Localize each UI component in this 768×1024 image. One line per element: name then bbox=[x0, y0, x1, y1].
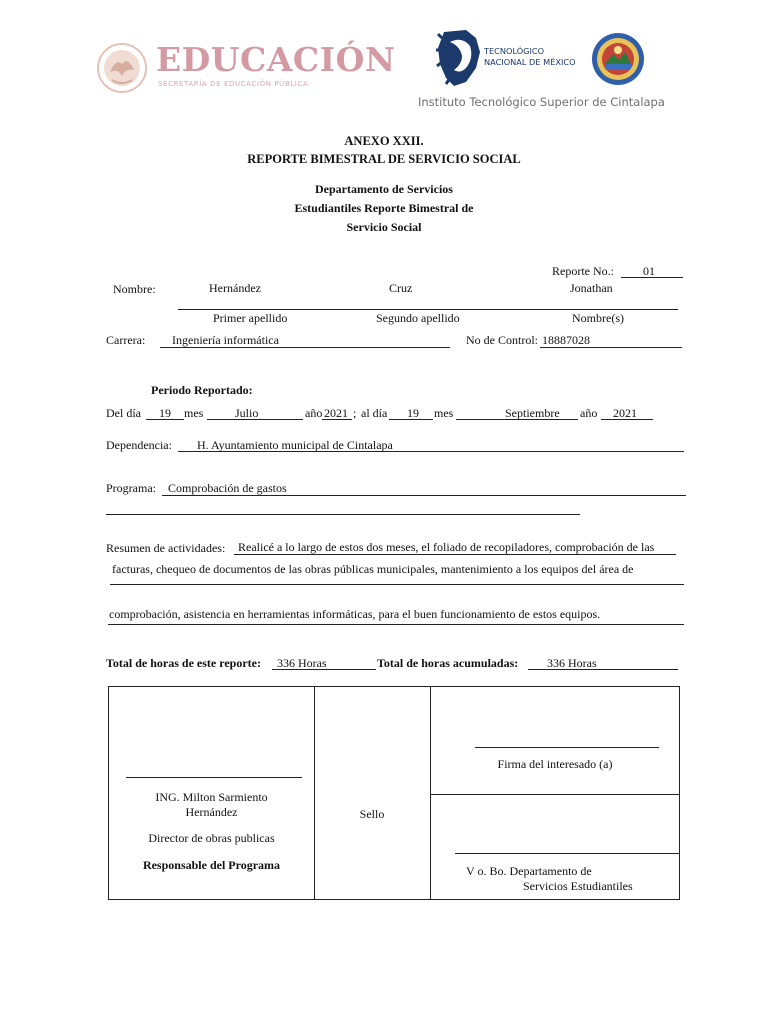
sep-wordmark: EDUCACIÓN bbox=[156, 40, 396, 79]
stamp-label: Sello bbox=[359, 807, 385, 821]
manager-name-2: Hernández bbox=[185, 805, 238, 819]
report-title: REPORTE BIMESTRAL DE SERVICIO SOCIAL bbox=[247, 152, 521, 166]
dependency-line bbox=[178, 451, 684, 452]
manager-role: Responsable del Programa bbox=[142, 858, 281, 872]
institute-seal-icon bbox=[591, 32, 645, 86]
summary-line-3: comprobación, asistencia en herramientas informáticas, para el buen funcionamiento de estos equipos. bbox=[109, 607, 601, 621]
summary-line-1: Realicé a lo largo de estos dos meses, el foliado de recopiladores, comprobación de las bbox=[238, 540, 655, 554]
table-divider-1 bbox=[314, 687, 315, 899]
to-day-value: 19 bbox=[407, 406, 419, 420]
to-year-value: 2021 bbox=[613, 406, 637, 420]
tecnm-line-1: TECNOLÓGICO bbox=[484, 46, 545, 56]
tecnm-logo bbox=[436, 28, 576, 92]
acc-hours-label: Total de horas acumuladas: bbox=[377, 656, 519, 670]
applicant-caption: Firma del interesado (a) bbox=[497, 757, 613, 771]
career-line bbox=[160, 347, 450, 348]
eagle-emblem-icon bbox=[96, 42, 148, 94]
to-month-label: mes bbox=[434, 406, 454, 420]
from-month-label: mes bbox=[184, 406, 204, 420]
summary-line-2: facturas, chequeo de documentos de las obras públicas municipales, mantenimiento a los equipos del área de bbox=[112, 562, 634, 576]
from-year-label: año bbox=[305, 406, 323, 420]
to-month-line bbox=[456, 419, 578, 420]
sep-subtitle: SECRETARÍA DE EDUCACIÓN PÚBLICA bbox=[158, 80, 309, 88]
to-year-line bbox=[601, 419, 653, 420]
dept-title-line-3: Servicio Social bbox=[346, 220, 422, 234]
to-year-label: año bbox=[580, 406, 598, 420]
report-no-label: Reporte No.: bbox=[552, 264, 614, 278]
dependency-value: H. Ayuntamiento municipal de Cintalapa bbox=[197, 438, 393, 452]
summary-underline-3 bbox=[108, 624, 684, 625]
career-value: Ingeniería informática bbox=[172, 333, 279, 347]
second-surname: Cruz bbox=[389, 281, 413, 295]
sep-logo bbox=[96, 38, 396, 96]
summary-underline-2 bbox=[110, 584, 684, 585]
vobo-line-1: V o. Bo. Departamento de bbox=[466, 864, 592, 878]
hours-line bbox=[272, 669, 376, 670]
manager-title: Director de obras publicas bbox=[148, 831, 275, 845]
given-names: Jonathan bbox=[570, 281, 613, 295]
vobo-line-2: Servicios Estudiantiles bbox=[523, 879, 633, 893]
second-surname-caption: Segundo apellido bbox=[376, 311, 460, 325]
applicant-signature-line bbox=[475, 747, 659, 748]
acc-hours-value: 336 Horas bbox=[547, 656, 597, 670]
control-label: No de Control: bbox=[466, 333, 538, 347]
from-month-line bbox=[207, 419, 303, 420]
table-divider-3 bbox=[430, 794, 680, 795]
report-no-line bbox=[621, 277, 683, 278]
separator: ; bbox=[353, 406, 357, 420]
vobo-signature-line bbox=[455, 853, 679, 854]
from-year-line bbox=[322, 419, 352, 420]
given-names-caption: Nombre(s) bbox=[572, 311, 624, 325]
career-label: Carrera: bbox=[106, 333, 146, 347]
summary-label: Resumen de actividades: bbox=[106, 541, 226, 555]
from-month-value: Julio bbox=[235, 406, 259, 420]
tecnm-text bbox=[484, 46, 576, 68]
program-line-2 bbox=[106, 514, 580, 515]
to-month-value: Septiembre bbox=[505, 406, 560, 420]
from-year-value: 2021 bbox=[324, 406, 348, 420]
period-label: Periodo Reportado: bbox=[151, 383, 253, 397]
dept-title-line-1: Departamento de Servicios bbox=[315, 182, 453, 196]
dependency-label: Dependencia: bbox=[106, 438, 172, 452]
first-surname: Hernández bbox=[209, 281, 261, 295]
program-line bbox=[162, 495, 686, 496]
name-label: Nombre: bbox=[113, 282, 156, 296]
table-divider-2 bbox=[430, 687, 431, 899]
from-day-label: Del día bbox=[106, 406, 141, 420]
tecnm-line-2: NACIONAL DE MÉXICO bbox=[484, 57, 576, 67]
report-no-value: 01 bbox=[643, 264, 655, 278]
name-line bbox=[178, 309, 678, 310]
manager-signature-line bbox=[126, 777, 302, 778]
manager-name-1: ING. Milton Sarmiento bbox=[155, 790, 268, 804]
gear-head-icon bbox=[436, 28, 482, 88]
to-day-label: al día bbox=[361, 406, 388, 420]
first-surname-caption: Primer apellido bbox=[213, 311, 288, 325]
program-label: Programa: bbox=[106, 481, 156, 495]
from-day-line bbox=[146, 419, 184, 420]
acc-hours-line bbox=[528, 669, 678, 670]
control-line bbox=[540, 347, 682, 348]
program-value: Comprobación de gastos bbox=[168, 481, 287, 495]
hours-value: 336 Horas bbox=[277, 656, 327, 670]
dept-title-line-2: Estudiantiles Reporte Bimestral de bbox=[294, 201, 474, 215]
summary-underline-1 bbox=[234, 554, 676, 555]
hours-label: Total de horas de este reporte: bbox=[106, 656, 261, 670]
control-value: 18887028 bbox=[542, 333, 590, 347]
signature-table bbox=[108, 686, 680, 900]
to-day-line bbox=[389, 419, 433, 420]
from-day-value: 19 bbox=[159, 406, 171, 420]
annex-title: ANEXO XXII. bbox=[344, 134, 424, 148]
institute-name: Instituto Tecnológico Superior de Cintalapa bbox=[418, 95, 665, 109]
